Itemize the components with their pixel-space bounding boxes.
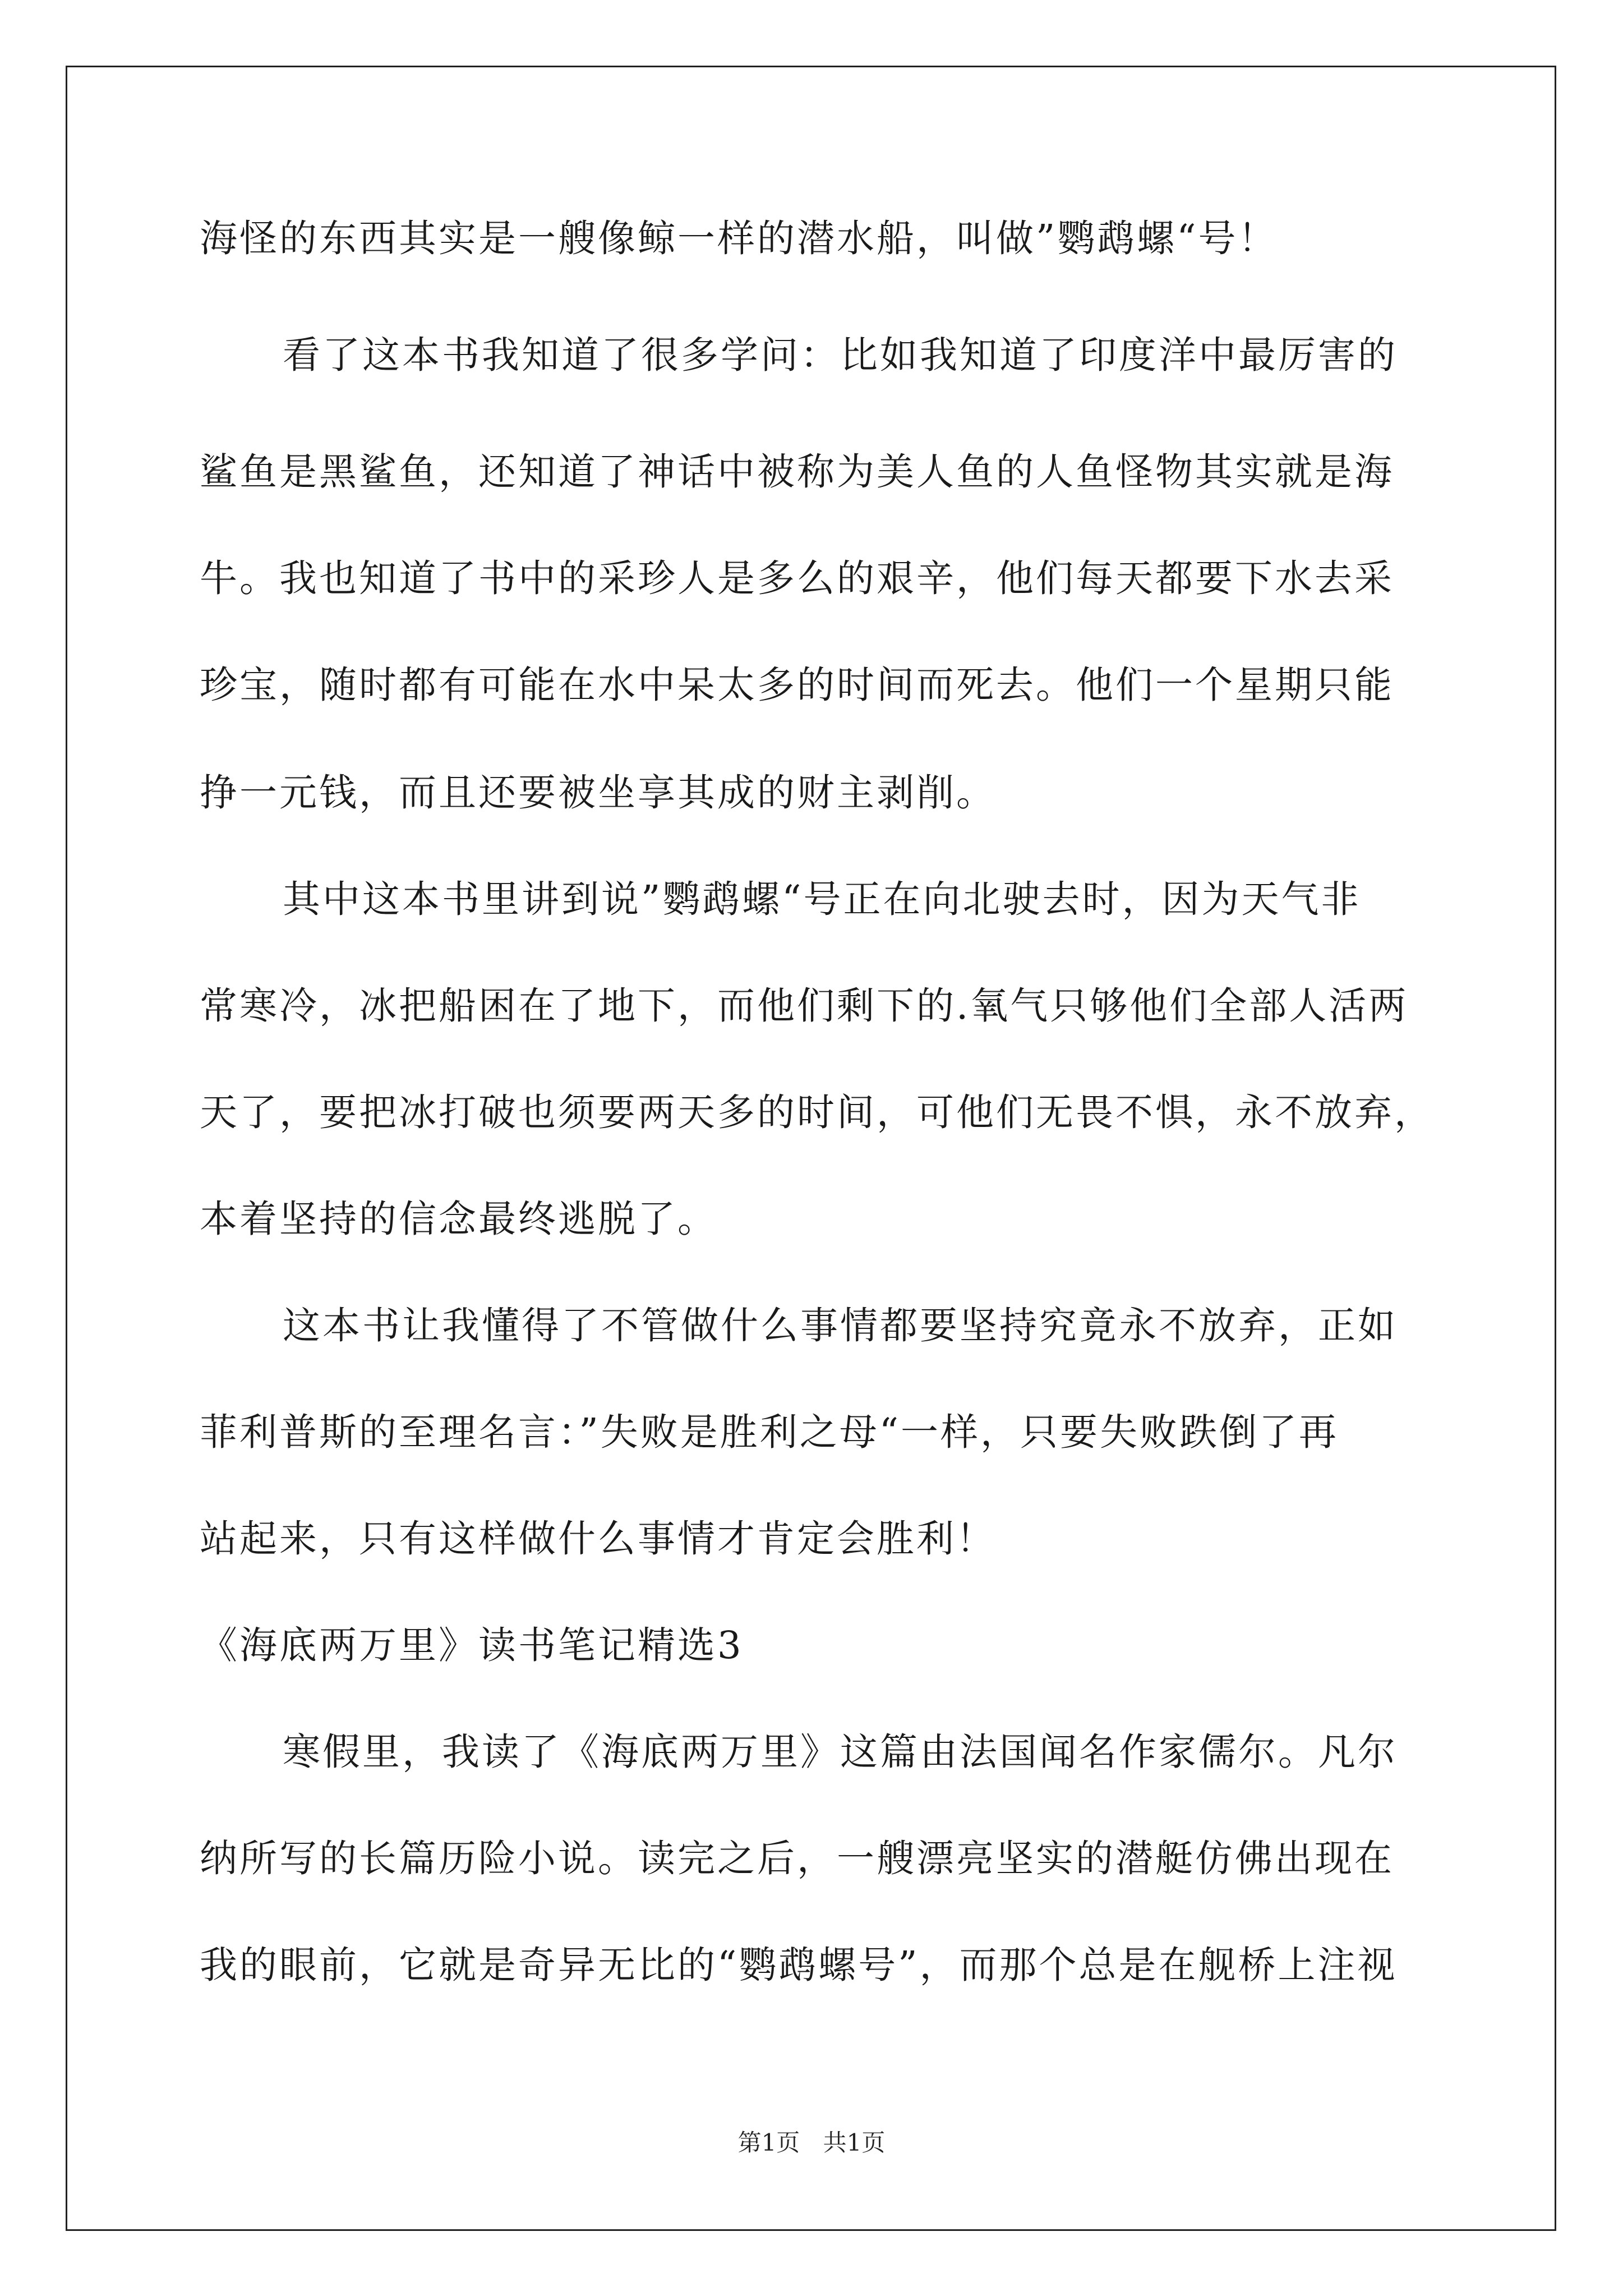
text-line: 珍宝，随时都有可能在水中呆太多的时间而死去。他们一个星期只能 [200, 663, 1394, 707]
text-line: 这本书让我懂得了不管做什么事情都要坚持究竟永不放弃，正如 [283, 1304, 1398, 1347]
page-border [66, 66, 1556, 2231]
text-line: 其中这本书里讲到说”鹦鹉螺“号正在向北驶去时，因为天气非 [283, 877, 1361, 921]
text-line: 我的眼前，它就是奇异无比的“鹦鹉螺号”，而那个总是在舰桥上注视 [200, 1943, 1398, 1987]
page-total: 共1页 [823, 2129, 886, 2156]
text-line: 常寒冷，冰把船困在了地下，而他们剩下的.氧气只够他们全部人活两 [200, 984, 1409, 1028]
text-line: 站起来，只有这样做什么事情才肯定会胜利！ [200, 1517, 996, 1561]
text-line: 天了，要把冰打破也须要两天多的时间，可他们无畏不惧，永不放弃， [200, 1091, 1434, 1134]
text-line: 本着坚持的信念最终逃脱了。 [200, 1197, 717, 1241]
page-footer [0, 2129, 1623, 2157]
page-number: 第1页 [737, 2129, 800, 2156]
text-line: 菲利普斯的至理名言：”失败是胜利之母“一样，只要失败跌倒了再 [200, 1410, 1339, 1454]
section-heading: 《海底两万里》读书笔记精选3 [200, 1623, 744, 1667]
text-line: 挣一元钱，而且还要被坐享其成的财主剥削。 [200, 771, 996, 815]
text-line: 鲨鱼是黑鲨鱼，还知道了神话中被称为美人鱼的人鱼怪物其实就是海 [200, 450, 1394, 494]
text-line: 牛。我也知道了书中的采珍人是多么的艰辛，他们每天都要下水去采 [200, 556, 1394, 600]
text-line: 纳所写的长篇历险小说。读完之后，一艘漂亮坚实的潜艇仿佛出现在 [200, 1837, 1394, 1880]
text-line: 看了这本书我知道了很多学问：比如我知道了印度洋中最厉害的 [283, 333, 1398, 377]
text-line: 寒假里，我读了《海底两万里》这篇由法国闻名作家儒尔。凡尔 [283, 1730, 1398, 1774]
text-line: 海怪的东西其实是一艘像鲸一样的潜水船，叫做”鹦鹉螺“号！ [200, 217, 1278, 260]
